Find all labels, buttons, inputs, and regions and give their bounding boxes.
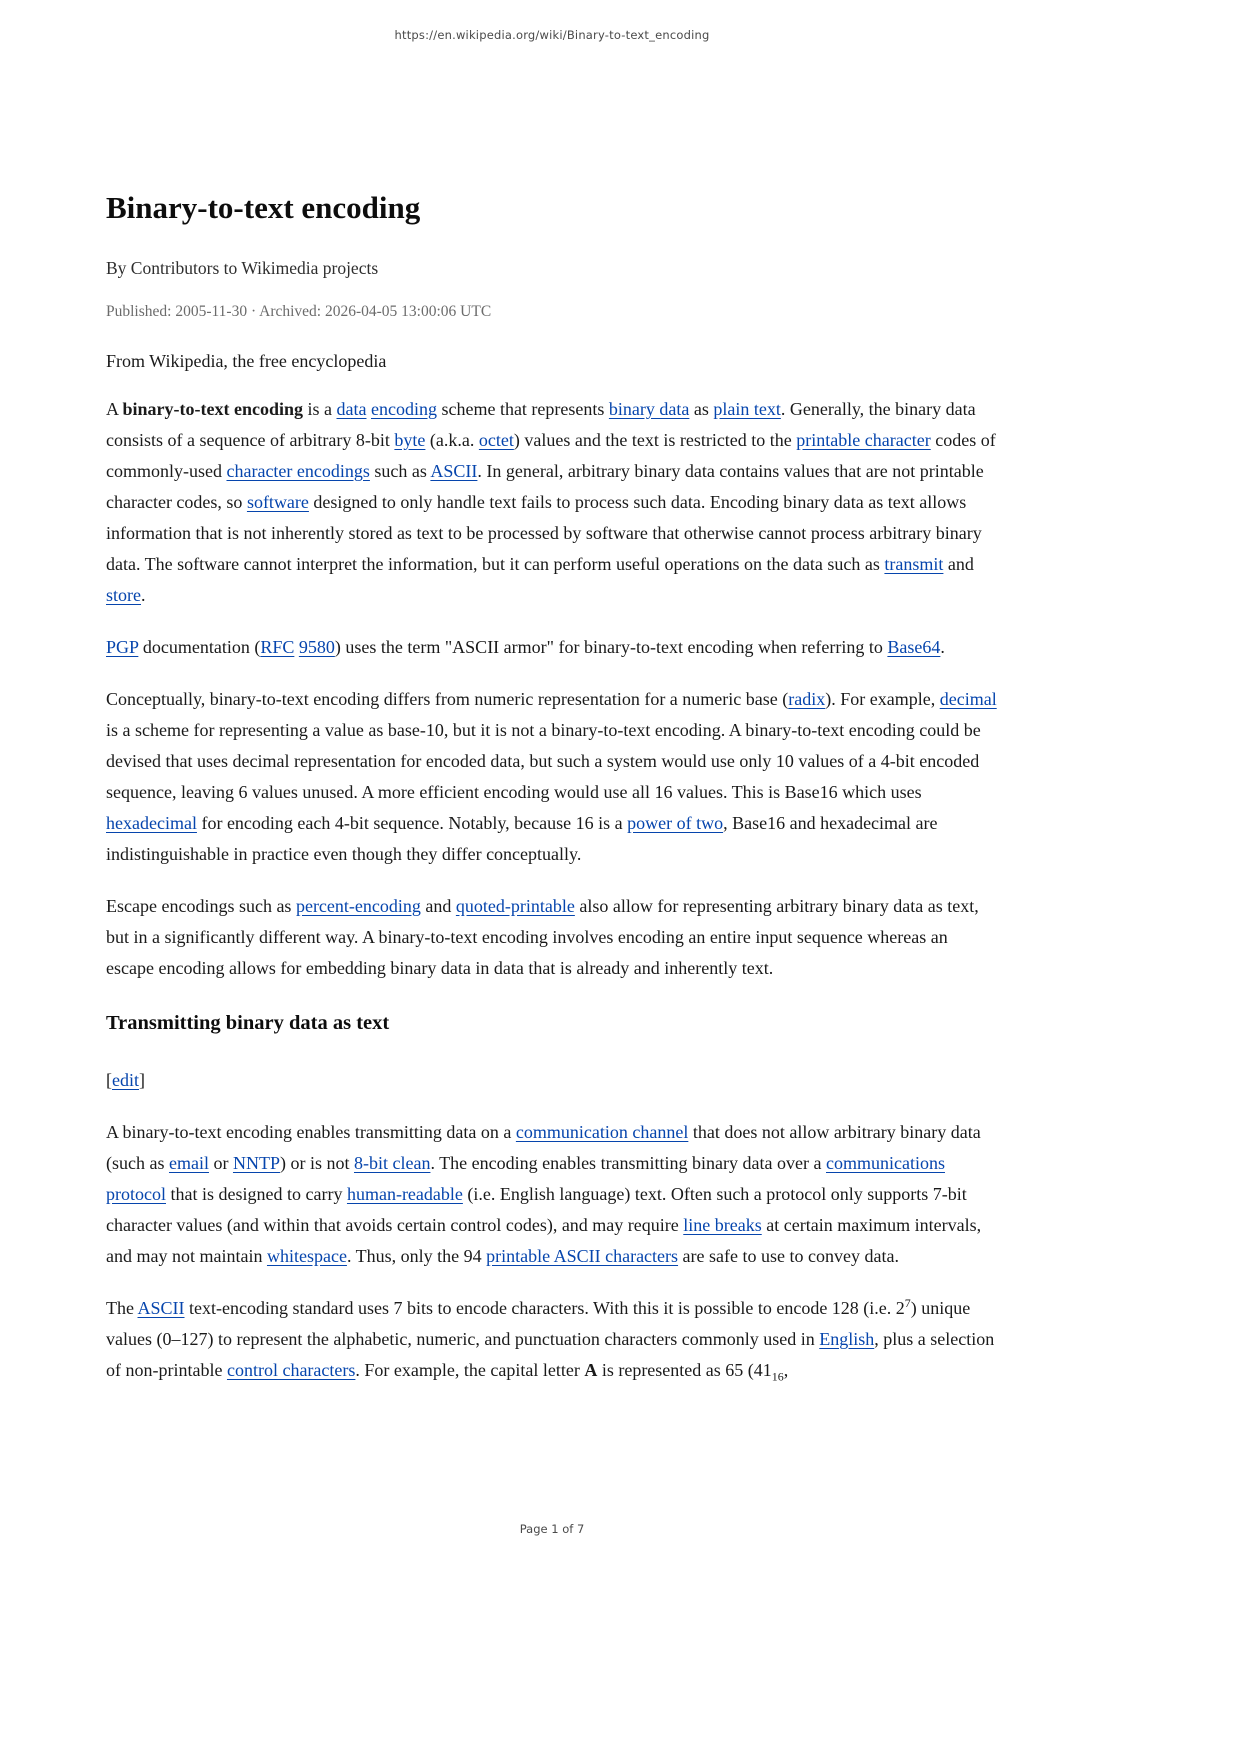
link-control-characters[interactable]: control characters <box>226 1359 356 1380</box>
bold-run: binary-to-text encoding <box>122 398 303 419</box>
link-transmit[interactable]: transmit <box>884 553 944 574</box>
text-run: designed to only handle text fails to process such data. Encoding binary data as text allows information that is not inherently stored as text to be processed by software that otherwise cannot process arbitrary binary data. The software cannot interpret the information, but it can perform useful operations on the data such as <box>106 491 982 574</box>
text-run: . The encoding enables transmitting binary data over a <box>430 1152 826 1173</box>
text-run: or <box>208 1152 233 1173</box>
text-run: and <box>943 553 974 574</box>
link-power-of-two[interactable]: power of two <box>627 812 724 833</box>
text-run: . In general, arbitrary binary data contains values that are not printable character codes, so <box>106 460 984 512</box>
text-run: codes of commonly-used <box>106 429 996 481</box>
sup-run: 7 <box>904 1295 911 1310</box>
text-run: text-encoding standard uses 7 bits to encode characters. With this it is possible to encode 128 (i.e. 2 <box>184 1297 905 1318</box>
link-software[interactable]: software <box>246 491 309 512</box>
link-byte[interactable]: byte <box>394 429 426 450</box>
sub-run: 16 <box>771 1369 784 1384</box>
paragraph-section-2 <box>106 1293 998 1386</box>
text-run: such as <box>369 460 431 481</box>
link-data[interactable]: data <box>336 398 367 419</box>
link-human-readable[interactable]: human-readable <box>346 1183 463 1204</box>
text-run: Conceptually, binary-to-text encoding differs from numeric representation for a numeric base ( <box>106 688 789 709</box>
link-decimal[interactable]: decimal <box>939 688 997 709</box>
published-archived-meta: Published: 2005-11-30 · Archived: 2026-04-05 13:00:06 UTC <box>106 302 492 320</box>
text-run: documentation ( <box>138 636 261 657</box>
link-printable-character[interactable]: printable character <box>796 429 931 450</box>
bold-run: A <box>584 1359 598 1380</box>
text-run: scheme that represents <box>436 398 609 419</box>
text-run: ) uses the term "ASCII armor" for binary-to-text encoding when referring to <box>334 636 888 657</box>
text-run: ) values and the text is restricted to the <box>513 429 797 450</box>
article-content <box>106 190 998 1407</box>
text-run: . Thus, only the 94 <box>346 1245 487 1266</box>
text-run: ) or is not <box>279 1152 354 1173</box>
link-rfc[interactable]: RFC <box>260 636 295 657</box>
link-whitespace[interactable]: whitespace <box>266 1245 347 1266</box>
link-edit[interactable]: edit <box>112 1069 139 1090</box>
text-run: . For example, the capital letter <box>355 1359 585 1380</box>
page-number-footer: Page 1 of 7 <box>519 1522 585 1536</box>
text-run: Escape encodings such as <box>106 895 296 916</box>
text-run: and <box>420 895 456 916</box>
paragraph-intro-2 <box>106 632 998 663</box>
text-run: is a <box>303 398 337 419</box>
link-communication-channel[interactable]: communication channel <box>515 1121 689 1142</box>
text-run: is represented as 65 (41 <box>597 1359 772 1380</box>
link-hexadecimal[interactable]: hexadecimal <box>106 812 197 833</box>
link-base64[interactable]: Base64 <box>887 636 941 657</box>
link-pgp[interactable]: PGP <box>106 636 139 657</box>
section-heading-transmitting: Transmitting binary data as text <box>106 1011 390 1034</box>
text-run: ) unique values (0–127) to represent the alphabetic, numeric, and punctuation characters commonly used in <box>106 1297 971 1349</box>
link-9580[interactable]: 9580 <box>298 636 335 657</box>
text-run: A <box>106 398 123 419</box>
text-run: . <box>141 584 146 605</box>
text-run: that is designed to carry <box>166 1183 347 1204</box>
link-octet[interactable]: octet <box>478 429 514 450</box>
text-run: that does not allow arbitrary binary data (such as <box>106 1121 981 1173</box>
link-nntp[interactable]: NNTP <box>232 1152 280 1173</box>
article-title: Binary-to-text encoding <box>106 190 421 225</box>
link-binary-data[interactable]: binary data <box>608 398 690 419</box>
link-english[interactable]: English <box>819 1328 875 1349</box>
text-run: . <box>940 636 945 657</box>
link-line-breaks[interactable]: line breaks <box>683 1214 762 1235</box>
text-run: , <box>783 1359 789 1380</box>
text-run: (i.e. English language) text. Often such a protocol only supports 7-bit character values (and within that avoids certain control codes), and may require <box>106 1183 967 1235</box>
source-url: https://en.wikipedia.org/wiki/Binary-to-text_encoding <box>394 28 710 42</box>
text-run: are safe to use to convey data. <box>678 1245 899 1266</box>
link-character-encodings[interactable]: character encodings <box>226 460 370 481</box>
link-8-bit-clean[interactable]: 8-bit clean <box>353 1152 431 1173</box>
text-run: (a.k.a. <box>425 429 479 450</box>
text-run: also allow for representing arbitrary binary data as text, but in a significantly different way. A binary-to-text encoding involves encoding an entire input sequence whereas an escape encoding allows for embedding binary data in data that is already and inherently text. <box>106 895 979 978</box>
link-store[interactable]: store <box>106 584 141 605</box>
link-ascii[interactable]: ASCII <box>137 1297 185 1318</box>
byline: By Contributors to Wikimedia projects <box>106 257 379 278</box>
paragraph-intro-3 <box>106 684 998 870</box>
text-run: , Base16 and hexadecimal are indistinguishable in practice even though they differ conceptually. <box>106 812 938 864</box>
text-run: . Generally, the binary data consists of a sequence of arbitrary 8-bit <box>106 398 976 450</box>
text-run: A binary-to-text encoding enables transmitting data on a <box>106 1121 516 1142</box>
text-run: [ <box>106 1069 112 1090</box>
text-run: The <box>106 1297 138 1318</box>
text-run: , plus a selection of non-printable <box>106 1328 995 1380</box>
text-run: at certain maximum intervals, and may not maintain <box>106 1214 982 1266</box>
paragraph-intro-4 <box>106 891 998 984</box>
link-ascii[interactable]: ASCII <box>430 460 478 481</box>
link-plain-text[interactable]: plain text <box>713 398 781 419</box>
link-communications-protocol[interactable]: communications protocol <box>106 1152 945 1204</box>
link-percent-encoding[interactable]: percent-encoding <box>295 895 421 916</box>
text-run: as <box>689 398 714 419</box>
origin-line: From Wikipedia, the free encyclopedia <box>106 350 387 371</box>
edit-link-line <box>106 1065 998 1096</box>
text-run: is a scheme for representing a value as base-10, but it is not a binary-to-text encoding. A binary-to-text encoding could be devised that uses decimal representation for encoded data, but such a system would use only 10 values of a 4-bit encoded sequence, leaving 6 values unused. A more efficient encoding would use all 16 values. This is Base16 which uses <box>106 719 981 802</box>
link-quoted-printable[interactable]: quoted-printable <box>455 895 575 916</box>
link-encoding[interactable]: encoding <box>370 398 437 419</box>
text-run: for encoding each 4-bit sequence. Notably, because 16 is a <box>196 812 628 833</box>
text-run: ] <box>139 1069 145 1090</box>
paragraph-section-1 <box>106 1117 998 1272</box>
link-radix[interactable]: radix <box>788 688 826 709</box>
link-email[interactable]: email <box>168 1152 209 1173</box>
link-printable-ascii-characters[interactable]: printable ASCII characters <box>486 1245 679 1266</box>
paragraph-intro-1 <box>106 394 998 611</box>
text-run: ). For example, <box>825 688 940 709</box>
